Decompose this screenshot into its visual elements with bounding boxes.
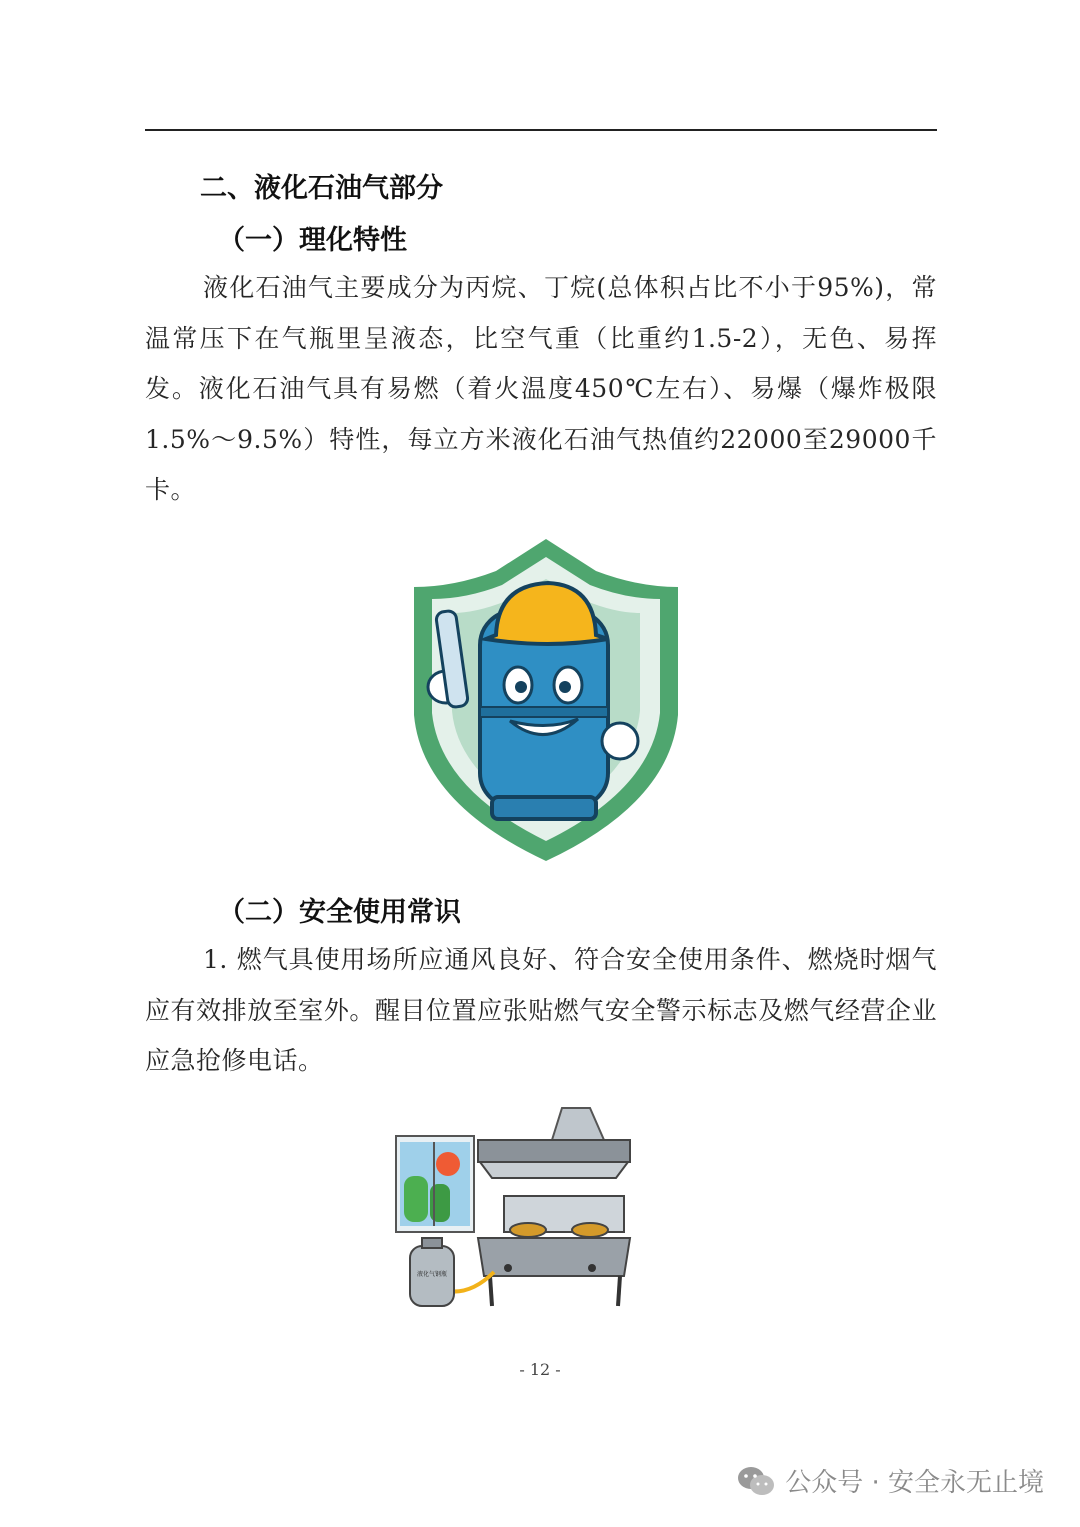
gas-cylinder-mascot-illustration (408, 535, 684, 865)
cylinder-label: 液化气钢瓶 (416, 1271, 448, 1278)
subsection-title-safety: （二）安全使用常识 (218, 897, 461, 928)
kitchen-stove-illustration (394, 1106, 634, 1310)
section-title: 二、液化石油气部分 (200, 173, 443, 204)
watermark-text: 公众号 · 安全永无止境 (785, 1468, 1044, 1498)
wechat-icon (737, 1465, 775, 1497)
header-rule (145, 129, 937, 131)
subsection-title-properties: （一）理化特性 (218, 225, 407, 256)
watermark (737, 1462, 1044, 1499)
page-number: - 12 - (519, 1360, 561, 1379)
paragraph-properties: 液化石油气主要成分为丙烷、丁烷(总体积占比不小于95%)，常温常压下在气瓶里呈液态，比空气重（比重约1.5-2），无色、易挥发。液化石油气具有易燃（着火温度450℃左右）、易爆（爆炸极限1.5%～9.5%）特性，每立方米液化石油气热值约22000至29000千卡。 (145, 273, 937, 504)
paragraph-safety: 1. 燃气具使用场所应通风良好、符合安全使用条件、燃烧时烟气应有效排放至室外。醒目位置应张贴燃气安全警示标志及燃气经营企业应急抢修电话。 (145, 945, 937, 1075)
